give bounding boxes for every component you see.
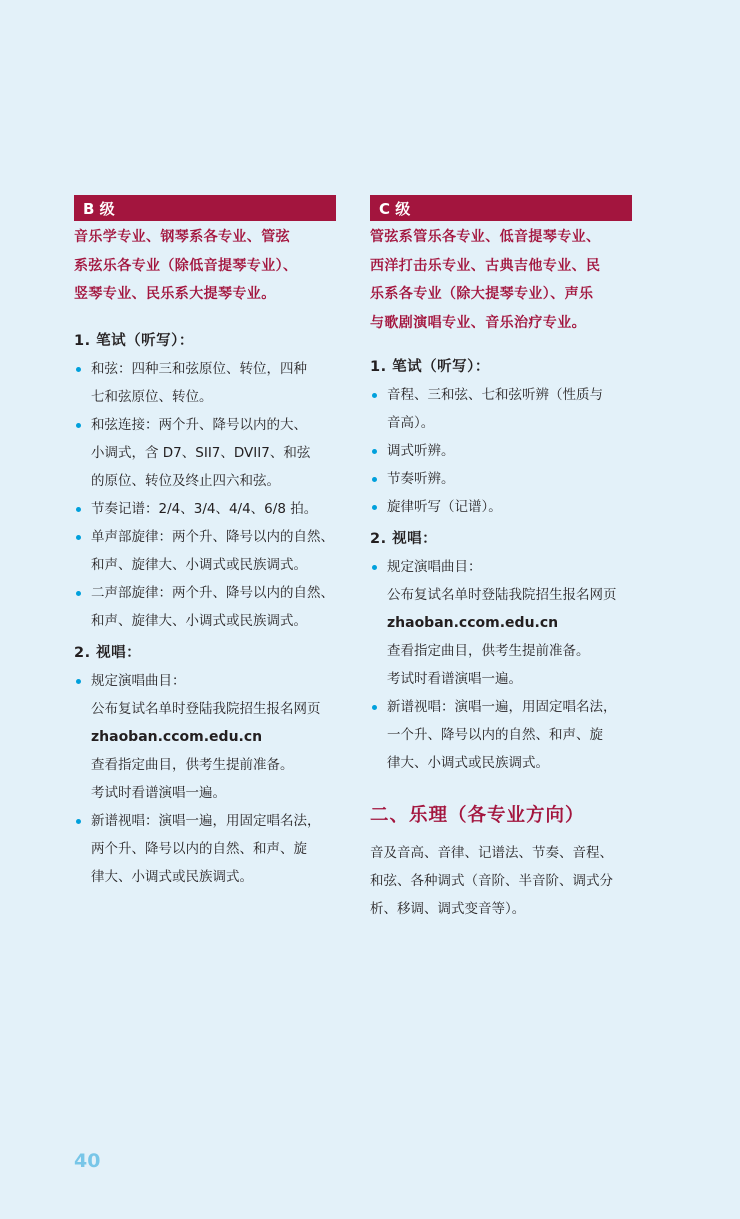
item-line: 律大、小调式或民族调式。 — [91, 868, 253, 885]
item-line: 和弦连接：两个升、降号以内的大、 — [91, 416, 307, 433]
paragraph-line: 和弦、各种调式（音阶、半音阶、调式分 — [370, 873, 613, 889]
list-item — [370, 465, 632, 493]
bullet-dot-icon — [372, 477, 377, 482]
level-c-column — [370, 195, 632, 923]
list-item — [370, 693, 632, 777]
item-line: 一个升、降号以内的自然、和声、旋 — [387, 727, 603, 743]
item-line: 两个升、降号以内的自然、和声、旋 — [91, 840, 307, 857]
item-line: 小调式，含 D7、SII7、DVII7、和弦 — [91, 444, 311, 461]
list-item — [74, 807, 336, 891]
list-item — [370, 553, 632, 693]
list-item — [370, 437, 632, 465]
bullet-dot-icon — [76, 367, 81, 372]
item-line: 的原位、转位及终止四六和弦。 — [91, 472, 280, 489]
item-line: 节奏记谱：2/4、3/4、4/4、6/8 拍。 — [91, 500, 318, 517]
item-line: 单声部旋律：两个升、降号以内的自然、 — [91, 528, 334, 545]
list-item — [74, 579, 336, 635]
list-item — [74, 411, 336, 495]
level-b-column — [74, 195, 336, 891]
bullet-dot-icon — [372, 705, 377, 710]
item-line: 和弦：四种三和弦原位、转位，四种 — [91, 360, 307, 377]
music-theory-text — [370, 839, 632, 923]
list-item — [74, 523, 336, 579]
item-line: 规定演唱曲目： — [91, 672, 186, 689]
item-line: 调式听辨。 — [387, 443, 455, 459]
sight-singing-heading: 2. 视唱： — [74, 644, 142, 661]
item-line: 七和弦原位、转位。 — [91, 388, 213, 405]
music-theory-title: 二、乐理（各专业方向） — [370, 805, 585, 826]
majors-line: 管弦系管乐各专业、低音提琴专业、 — [370, 229, 601, 245]
item-line: 节奏听辨。 — [387, 471, 455, 487]
bullet-dot-icon — [76, 679, 81, 684]
paragraph-line: 析、移调、调式变音等）。 — [370, 901, 526, 917]
item-line: 公布复试名单时登陆我院招生报名网页 — [387, 587, 617, 603]
item-line: 律大、小调式或民族调式。 — [387, 755, 549, 771]
item-line: 公布复试名单时登陆我院招生报名网页 — [91, 700, 321, 717]
bullet-dot-icon — [372, 393, 377, 398]
majors-line: 西洋打击乐专业、古典吉他专业、民 — [370, 257, 601, 274]
bullet-dot-icon — [372, 449, 377, 454]
item-line: 旋律听写（记谱）。 — [387, 499, 502, 515]
level-c-majors — [370, 223, 632, 337]
item-line: 音程、三和弦、七和弦听辨（性质与 — [387, 387, 603, 403]
item-line: 规定演唱曲目： — [387, 559, 482, 575]
bullet-dot-icon — [76, 591, 81, 596]
level-b-header: B 级 — [74, 195, 336, 221]
level-c-header: C 级 — [370, 195, 632, 221]
level-b-majors — [74, 223, 336, 309]
list-item — [74, 355, 336, 411]
bullet-dot-icon — [76, 507, 81, 512]
sight-singing-list — [74, 667, 336, 891]
majors-line: 乐系各专业（除大提琴专业）、声乐 — [370, 286, 594, 302]
list-item — [370, 493, 632, 521]
majors-line: 系弦乐各专业（除低音提琴专业）、 — [74, 257, 298, 274]
item-line: 二声部旋律：两个升、降号以内的自然、 — [91, 584, 334, 601]
registration-url: zhaoban.ccom.edu.cn — [91, 728, 263, 745]
item-line: 考试时看谱演唱一遍。 — [387, 671, 522, 687]
list-item — [74, 495, 336, 523]
list-item — [74, 667, 336, 807]
bullet-dot-icon — [372, 565, 377, 570]
registration-url: zhaoban.ccom.edu.cn — [387, 615, 559, 631]
written-test-list — [370, 381, 632, 521]
bullet-dot-icon — [76, 535, 81, 540]
item-line: 新谱视唱：演唱一遍，用固定唱名法， — [387, 699, 617, 715]
bullet-dot-icon — [76, 423, 81, 428]
item-line: 考试时看谱演唱一遍。 — [91, 784, 226, 801]
majors-line: 与歌剧演唱专业、音乐治疗专业。 — [370, 314, 586, 331]
bullet-dot-icon — [76, 819, 81, 824]
item-line: 音高）。 — [387, 415, 435, 431]
written-test-heading: 1. 笔试（听写）： — [370, 359, 490, 375]
paragraph-line: 音及音高、音律、记谱法、节奏、音程、 — [370, 845, 613, 861]
written-test-heading: 1. 笔试（听写）： — [74, 332, 194, 349]
majors-line: 竖琴专业、民乐系大提琴专业。 — [74, 286, 276, 302]
item-line: 和声、旋律大、小调式或民族调式。 — [91, 612, 307, 629]
page-number: 40 — [74, 1150, 101, 1172]
written-test-list — [74, 355, 336, 635]
bullet-dot-icon — [372, 505, 377, 510]
majors-line: 音乐学专业、钢琴系各专业、管弦 — [74, 229, 290, 245]
sight-singing-heading: 2. 视唱： — [370, 531, 438, 547]
item-line: 新谱视唱：演唱一遍，用固定唱名法， — [91, 812, 321, 829]
list-item — [370, 381, 632, 437]
item-line: 和声、旋律大、小调式或民族调式。 — [91, 556, 307, 573]
item-line: 查看指定曲目，供考生提前准备。 — [91, 756, 294, 773]
item-line: 查看指定曲目，供考生提前准备。 — [387, 643, 590, 659]
sight-singing-list — [370, 553, 632, 777]
